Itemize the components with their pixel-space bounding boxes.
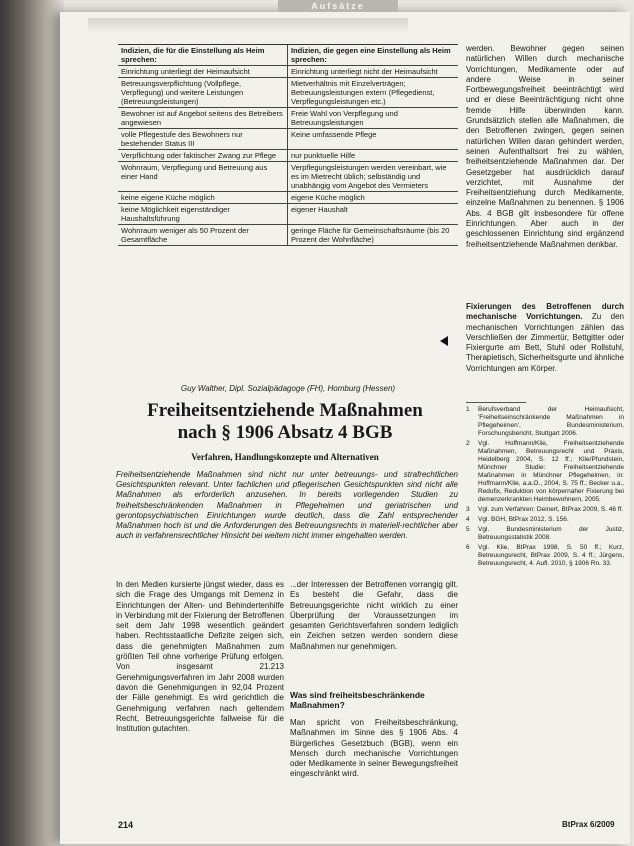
- table-body: [118, 66, 458, 246]
- table-cell-contra: eigener Haushalt: [291, 205, 348, 214]
- footnote-text: Vgl. Bundesministerium der Justiz, Betreuungsstatistik 2008.: [478, 526, 624, 541]
- table-cell-pro: volle Pflegestufe des Bewohners nur bestehender Status III: [118, 129, 288, 149]
- table-row: [118, 225, 458, 246]
- page-number: 214: [118, 820, 134, 830]
- table-header-row: [118, 45, 458, 66]
- article-abstract: Freiheitsentziehende Maßnahmen sind nicht nur unter betreuungs- und strafrechtlichen Gesichtspunkten relevant. Unter fachlichen und pflegerischen Gesichtspunkten sind nicht alle Maßnahmen als erforderlich anzusehen. In bereits vorliegenden Studien zu freiheitsbeschränkenden Maßnahmen in Pflegeheimen und geriatrischen und gerontopsychiatrischen Einrichtungen wurde deutlich, dass die Zahl entsprechender Maßnahmen hoch ist und die Anforderungen des Betreuungsrechts in materiell-rechtlicher aber auch in verfahrensrechtlicher Hinsicht bei weitem nicht immer eingehalten werden.: [116, 470, 458, 541]
- table-row: [118, 150, 458, 162]
- footnote: [466, 406, 624, 438]
- table-cell-contra: Einrichtung unterliegt nicht der Heimaufsicht: [291, 67, 438, 76]
- footnote: [466, 516, 624, 524]
- table-cell-pro: Verpflichtung oder faktischer Zwang zur Pflege: [118, 150, 288, 161]
- footnote-number: 4: [466, 516, 470, 523]
- footnote-number: 2: [466, 440, 470, 447]
- footnote-text: Vgl. Klie, BtPrax 1998, S. 50 ff.; Kurz, Betreuungsrecht, BtPrax 2009, S. 4 ff.; Jürgens, Betreuungsrecht, 4. Aufl. 2010, § 1906 Rn. 33.: [478, 544, 624, 567]
- table-row: [118, 129, 458, 150]
- page-fold: [88, 18, 408, 32]
- body-column-2-continued: Man spricht von Freiheitsbeschränkung, Maßnahmen im Sinne des § 1906 Abs. 4 Bürgerliches Gesetzbuch (BGB), wenn ein Mensch durch mechanische Vorrichtungen oder Medikamente in seiner Bewegungsfreiheit eingeschränkt wird.: [290, 718, 458, 779]
- table-cell-contra: geringe Fläche für Gemeinschaftsräume (bis 20 Prozent der Wohnfläche): [291, 226, 450, 244]
- table-row: [118, 204, 458, 225]
- footnote: [466, 506, 624, 514]
- article-author: Guy Walther, Dipl. Sozialpädagoge (FH), Homburg (Hessen): [180, 384, 396, 393]
- table-header-left: Indizien, die für die Einstellung als Heim sprechen:: [118, 45, 288, 65]
- table-row: [118, 66, 458, 78]
- footnotes: [466, 406, 624, 570]
- column-3-subheading: Fixierungen des Betroffenen durch mechanische Vorrichtungen.: [466, 302, 624, 322]
- table-cell-pro: keine eigene Küche möglich: [118, 192, 288, 203]
- footnote-number: 1: [466, 406, 470, 413]
- table-cell-contra: Keine umfassende Pflege: [291, 130, 377, 139]
- section-heading: Was sind freiheitsbeschränkende Maßnahmen?: [290, 690, 425, 710]
- triangle-marker-icon: [440, 336, 448, 346]
- article-subtitle: Verfahren, Handlungskonzepte und Alternativen: [191, 452, 379, 462]
- footnote: [466, 526, 624, 542]
- article-title: [110, 400, 460, 444]
- section-header-tab: Aufsätze: [278, 0, 398, 12]
- body-column-2: ...der Interessen der Betroffenen vorrangig gilt. Es besteht die Gefahr, dass die Betreuungsgerichte nicht wirklich zu einer Überprüfung der Voraussetzungen im gesamten Gerichtsverfahren sondern lediglich ein Zeichen setzen werden sondern diese Maßnahmen nur genehmigen.: [290, 580, 458, 651]
- title-line-1: Freiheitsentziehende Maßnahmen: [147, 400, 423, 421]
- table-row: [118, 78, 458, 108]
- body-column-3-continued: [466, 302, 624, 404]
- footnote-number: 3: [466, 506, 470, 513]
- table-cell-pro: Betreuungsverpflichtung (Vollpflege, Verpflegung) und weitere Leistungen (Betreuungsleistungen): [118, 78, 288, 107]
- footnote: [466, 544, 624, 568]
- table-row: [118, 192, 458, 204]
- indicator-table: [118, 44, 458, 246]
- table-cell-pro: keine Möglichkeit eigenständiger Haushaltsführung: [118, 204, 288, 224]
- footnote-text: Vgl. zum Verfahren: Deinert, BtPrax 2009, S. 46 ff.: [478, 506, 624, 513]
- table-cell-pro: Wohnraum weniger als 50 Prozent der Gesamtfläche: [118, 225, 288, 245]
- footnote-text: Vgl. Hoffmann/Klie, Freiheitsentziehende Maßnahmen, Betreuungsrecht und Praxis, Heidelberg 2004, S. 12 ff.; Klie/Pfundstein, Münchner Studie: Freiheitsentziehende Maßnahmen in Münchner Pflegeheimen, in: Hoffmann/Klie, a.a.O., 2004, S. 75 ff.; Becker u.a., Redufix, Reduktion von körpernaher Fixierung bei demenzerkrankten Heimbewohnern, 2005.: [478, 440, 624, 503]
- table-cell-pro: Einrichtung unterliegt der Heimaufsicht: [118, 66, 288, 77]
- footnote-rule: [466, 402, 526, 403]
- table-row: [118, 162, 458, 192]
- table-cell-contra: Freie Wahl von Verpflegung und Betreuungsleistungen: [291, 109, 398, 127]
- body-column-1: In den Medien kursierte jüngst wieder, dass es sich die Frage des Umgangs mit Demenz in Einrichtungen der Alten- und Behindertenhilfe in Verbindung mit der Fixierung der Betroffenen seit dem Jahr 1998 wesentlich geändert haben. Rechtsstaatliche Defizite zeigen sich, dass die genehmigten Maßnahmen zum größten Teil ohne vorherige Prüfung erfolgen. Von insgesamt 21.213 Genehmigungsverfahren im Jahr 2008 wurden davon die Genehmigungen in 92,04 Prozent der Fälle genehmigt. Es wird gerichtlich die Genehmigung verfahren nach geltendem Recht, Betreuungsgerichte fallweise für die Institution gutachten.: [116, 580, 284, 734]
- column-3-text: Zu den mechanischen Vorrichtungen zählen das Verschließen der Zimmertür, Bettgitter oder Fixiergurte am Bett, Stuhl oder Rollstuhl, Therapietisch, Sicherheitsgurte und ähnliche Vorrichtungen am Körper.: [466, 312, 624, 373]
- table-cell-pro: Bewohner ist auf Angebot seitens des Betreibers angewiesen: [118, 108, 288, 128]
- table-cell-contra: eigene Küche möglich: [291, 193, 365, 202]
- table-cell-contra: nur punktuelle Hilfe: [291, 151, 356, 160]
- footnote-text: Vgl. BGH, BtPrax 2012, S. 156.: [478, 516, 569, 523]
- table-header-right: Indizien, die gegen eine Einstellung als Heim sprechen:: [291, 46, 451, 64]
- book-spine-shadow: [0, 0, 64, 846]
- footnote: [466, 440, 624, 504]
- body-column-3: werden. Bewohner gegen seinen natürlichen Willen durch mechanische Vorrichtungen, Medikamente oder auf andere Weise in seiner Fortbewegungsfreiheit beeinträchtigt wird und er diese Beeinträchtigung nicht ohne fremde Hilfe überwinden kann. Grundsätzlich stellen alle Maßnahmen, die den Betroffenen zwingen, gegen seinen natürlichen Willen daran gehindert werden, seinen Aufenthaltsort frei zu wählen, freiheitsentziehende Maßnahmen dar. Der Gesetzgeber hat ausdrücklich darauf verzichtet, mit Ausnahme der Freiheitsentziehung durch Medikamente, einzelne Maßnahmen zu benennen. § 1906 Abs. 4 BGB gilt insbesondere für offene Einrichtungen. Aber auch in der geschlossenen Einrichtung sind ergänzend freiheitsentziehende Maßnahmen denkbar.: [466, 44, 624, 249]
- table-cell-contra: Verpflegungsleistungen werden vereinbart, wie es im Mietrecht üblich; selbständig und unabhängig vom Angebot des Vermieters: [291, 163, 447, 190]
- footnote-number: 5: [466, 526, 470, 533]
- journal-issue: BtPrax 6/2009: [562, 820, 615, 829]
- title-line-2: nach § 1906 Absatz 4 BGB: [177, 422, 393, 443]
- table-cell-contra: Mietverhältnis mit Einzelverträgen; Betreuungsleistungen extern (Pflegedienst, Verpflegungsleistungen etc.): [291, 79, 435, 106]
- footnote-text: Berufsverband der Heimaufsicht, 'Freiheitseinschränkende Maßnahmen in Pflegeheimen', Bundesministerium, Forschungsbericht, Stuttgart 2006.: [478, 406, 624, 437]
- footnote-number: 6: [466, 544, 470, 551]
- table-row: [118, 108, 458, 129]
- table-cell-pro: Wohnraum, Verpflegung und Betreuung aus einer Hand: [118, 162, 288, 191]
